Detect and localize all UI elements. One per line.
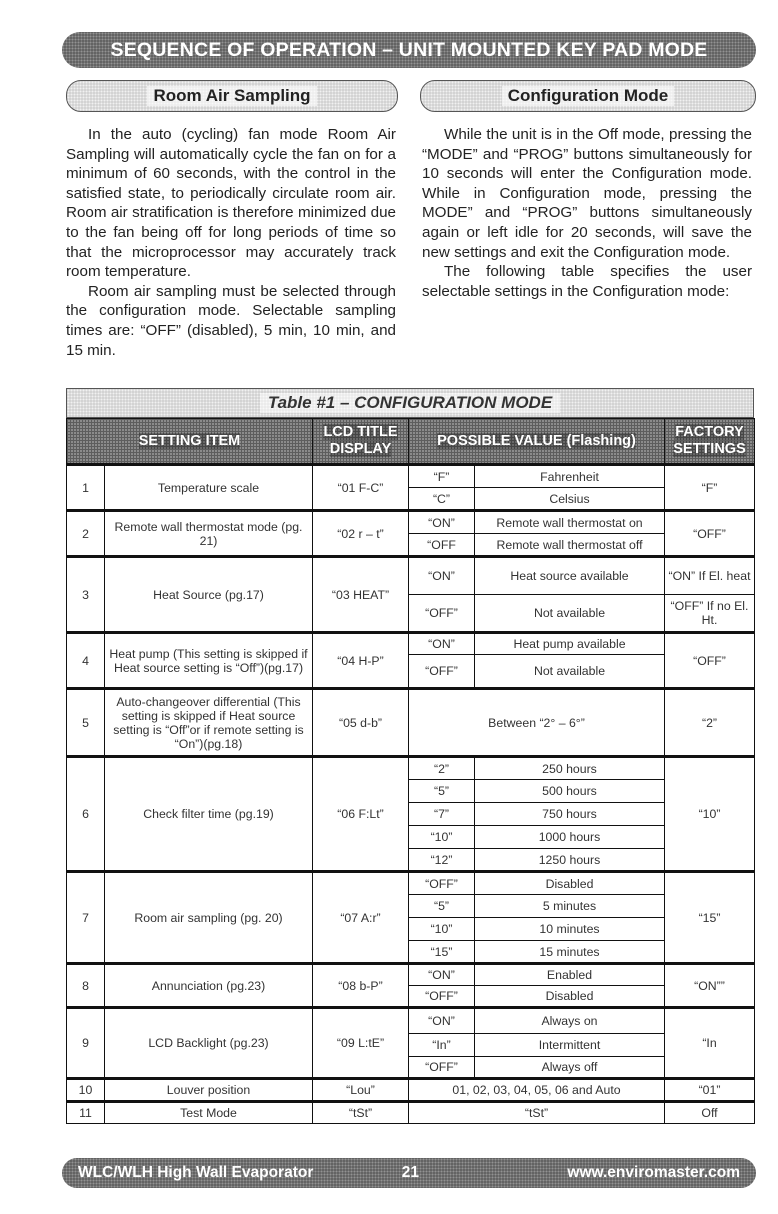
table-row <box>67 1102 755 1124</box>
value-desc: Always off <box>475 1057 665 1079</box>
value-range: Between “2° – 6°” <box>409 689 665 757</box>
value-code: “10” <box>409 826 475 849</box>
row-number: 11 <box>67 1102 105 1124</box>
value-range: “tSt” <box>409 1102 665 1124</box>
lcd-display: “06 F:Lt” <box>313 757 409 872</box>
lcd-display: “07 A:r” <box>313 872 409 964</box>
value-code: “ON” <box>409 1008 475 1034</box>
lcd-display: “09 L:tE” <box>313 1008 409 1079</box>
header-factory-settings: FACTORY SETTINGS <box>665 419 755 465</box>
table-title: Table #1 – CONFIGURATION MODE <box>66 388 754 418</box>
setting-item: Louver position <box>105 1079 313 1102</box>
footer-product-name: WLC/WLH High Wall Evaporator <box>78 1164 314 1181</box>
row-number: 6 <box>67 757 105 872</box>
table-row <box>67 689 755 757</box>
value-code: “2” <box>409 757 475 780</box>
value-code: “5” <box>409 780 475 803</box>
header-lcd-title: LCD TITLE DISPLAY <box>313 419 409 465</box>
factory-setting: “10” <box>665 757 755 872</box>
lcd-display: “05 d-b” <box>313 689 409 757</box>
value-code: “C” <box>409 488 475 511</box>
lcd-display: “08 b-P” <box>313 964 409 1008</box>
row-number: 2 <box>67 511 105 557</box>
factory-setting: “OFF” <box>665 511 755 557</box>
value-code: “ON” <box>409 511 475 534</box>
table-header-row <box>67 419 755 465</box>
table-row <box>67 633 755 655</box>
table-row <box>67 465 755 488</box>
lcd-display: “04 H-P” <box>313 633 409 689</box>
factory-setting: “OFF” <box>665 633 755 689</box>
value-desc: 10 minutes <box>475 918 665 941</box>
value-desc: 15 minutes <box>475 941 665 964</box>
value-desc: Remote wall thermostat on <box>475 511 665 534</box>
room-air-sampling-heading: Room Air Sampling <box>66 80 398 112</box>
value-code: “OFF” <box>409 1057 475 1079</box>
factory-setting: “01” <box>665 1079 755 1102</box>
factory-setting: “ON”” <box>665 964 755 1008</box>
setting-item: Check filter time (pg.19) <box>105 757 313 872</box>
value-desc: Disabled <box>475 872 665 895</box>
value-desc: Not available <box>475 595 665 633</box>
footer-page-number: 21 <box>401 1164 420 1181</box>
value-desc: Enabled <box>475 964 665 986</box>
table-row <box>67 557 755 595</box>
value-code: “5” <box>409 895 475 918</box>
lcd-display: “Lou” <box>313 1079 409 1102</box>
lcd-display: “02 r – t” <box>313 511 409 557</box>
setting-item: Temperature scale <box>105 465 313 511</box>
footer-website: www.enviromaster.com <box>567 1164 740 1181</box>
value-desc: 750 hours <box>475 803 665 826</box>
table-row <box>67 1008 755 1034</box>
value-code: “F” <box>409 465 475 488</box>
right-column <box>422 125 752 301</box>
value-code: “OFF” <box>409 872 475 895</box>
value-code: “ON” <box>409 633 475 655</box>
lcd-display: “tSt” <box>313 1102 409 1124</box>
row-number: 5 <box>67 689 105 757</box>
value-code: “In” <box>409 1034 475 1057</box>
value-desc: Fahrenheit <box>475 465 665 488</box>
value-range: 01, 02, 03, 04, 05, 06 and Auto <box>409 1079 665 1102</box>
value-desc: 5 minutes <box>475 895 665 918</box>
page-footer-banner <box>62 1158 756 1188</box>
value-desc: Disabled <box>475 986 665 1008</box>
row-number: 3 <box>67 557 105 633</box>
value-desc: Always on <box>475 1008 665 1034</box>
factory-setting: “15” <box>665 872 755 964</box>
left-paragraph-1: In the auto (cycling) fan mode Room Air Sampling will automatically cycle the fan on for a minimum of 60 seconds, with the control in the satisfied state, to periodically circulate room air. Room air stratification is therefore minimized due to the fan being off for long periods of time so that the microprocessor may accurately track room temperature. <box>66 126 396 281</box>
value-desc: Remote wall thermostat off <box>475 534 665 557</box>
factory-setting: “OFF” If no El. Ht. <box>665 595 755 633</box>
value-code: “OFF <box>409 534 475 557</box>
header-possible-value: POSSIBLE VALUE (Flashing) <box>409 419 665 465</box>
setting-item: Heat pump (This setting is skipped if Heat source setting is “Off”)(pg.17) <box>105 633 313 689</box>
value-desc: 500 hours <box>475 780 665 803</box>
table-row <box>67 511 755 534</box>
value-code: “7” <box>409 803 475 826</box>
table-row <box>67 964 755 986</box>
lcd-display: “01 F-C” <box>313 465 409 511</box>
factory-setting: “In <box>665 1008 755 1079</box>
table-row <box>67 1079 755 1102</box>
page-header-title: SEQUENCE OF OPERATION – UNIT MOUNTED KEY PAD MODE <box>110 38 708 61</box>
header-setting-item: SETTING ITEM <box>67 419 313 465</box>
value-code: “12” <box>409 849 475 872</box>
row-number: 8 <box>67 964 105 1008</box>
configuration-mode-heading: Configuration Mode <box>420 80 756 112</box>
factory-setting: “F” <box>665 465 755 511</box>
value-desc: 1250 hours <box>475 849 665 872</box>
value-desc: Not available <box>475 655 665 689</box>
factory-setting: Off <box>665 1102 755 1124</box>
page-header-banner <box>62 32 756 68</box>
value-desc: Heat source available <box>475 557 665 595</box>
value-code: “OFF” <box>409 986 475 1008</box>
value-code: “10” <box>409 918 475 941</box>
right-paragraph-1: While the unit is in the Off mode, pressing the “MODE” and “PROG” buttons simultaneously for 10 seconds will enter the Configuration mode. While in Configuration mode, pressing the MODE” and “PROG” buttons simultaneously again or left idle for 20 seconds, will save the new settings and exit the Configuration mode. <box>422 126 752 261</box>
setting-item: LCD Backlight (pg.23) <box>105 1008 313 1079</box>
row-number: 1 <box>67 465 105 511</box>
value-desc: 1000 hours <box>475 826 665 849</box>
setting-item: Remote wall thermostat mode (pg. 21) <box>105 511 313 557</box>
factory-setting: “2” <box>665 689 755 757</box>
value-code: “OFF” <box>409 655 475 689</box>
lcd-display: “03 HEAT” <box>313 557 409 633</box>
table-row <box>67 757 755 780</box>
value-code: “15” <box>409 941 475 964</box>
row-number: 10 <box>67 1079 105 1102</box>
table-row <box>67 872 755 895</box>
setting-item: Test Mode <box>105 1102 313 1124</box>
value-desc: Heat pump available <box>475 633 665 655</box>
row-number: 9 <box>67 1008 105 1079</box>
row-number: 4 <box>67 633 105 689</box>
left-paragraph-2: Room air sampling must be selected through the configuration mode. Selectable sampling times are: “OFF” (disabled), 5 min, 10 min, and 15 min. <box>66 282 396 359</box>
row-number: 7 <box>67 872 105 964</box>
value-desc: 250 hours <box>475 757 665 780</box>
left-column <box>66 125 396 360</box>
configuration-table <box>66 418 755 1124</box>
setting-item: Heat Source (pg.17) <box>105 557 313 633</box>
value-code: “ON” <box>409 557 475 595</box>
setting-item: Annunciation (pg.23) <box>105 964 313 1008</box>
value-desc: Celsius <box>475 488 665 511</box>
factory-setting: “ON” If El. heat <box>665 557 755 595</box>
value-code: “ON” <box>409 964 475 986</box>
setting-item: Auto-changeover differential (This setting is skipped if Heat source setting is “Off”or if remote setting is “On”)(pg.18) <box>105 689 313 757</box>
setting-item: Room air sampling (pg. 20) <box>105 872 313 964</box>
value-code: “OFF” <box>409 595 475 633</box>
right-paragraph-2: The following table specifies the user selectable settings in the Configuration mode: <box>422 263 752 300</box>
value-desc: Intermittent <box>475 1034 665 1057</box>
